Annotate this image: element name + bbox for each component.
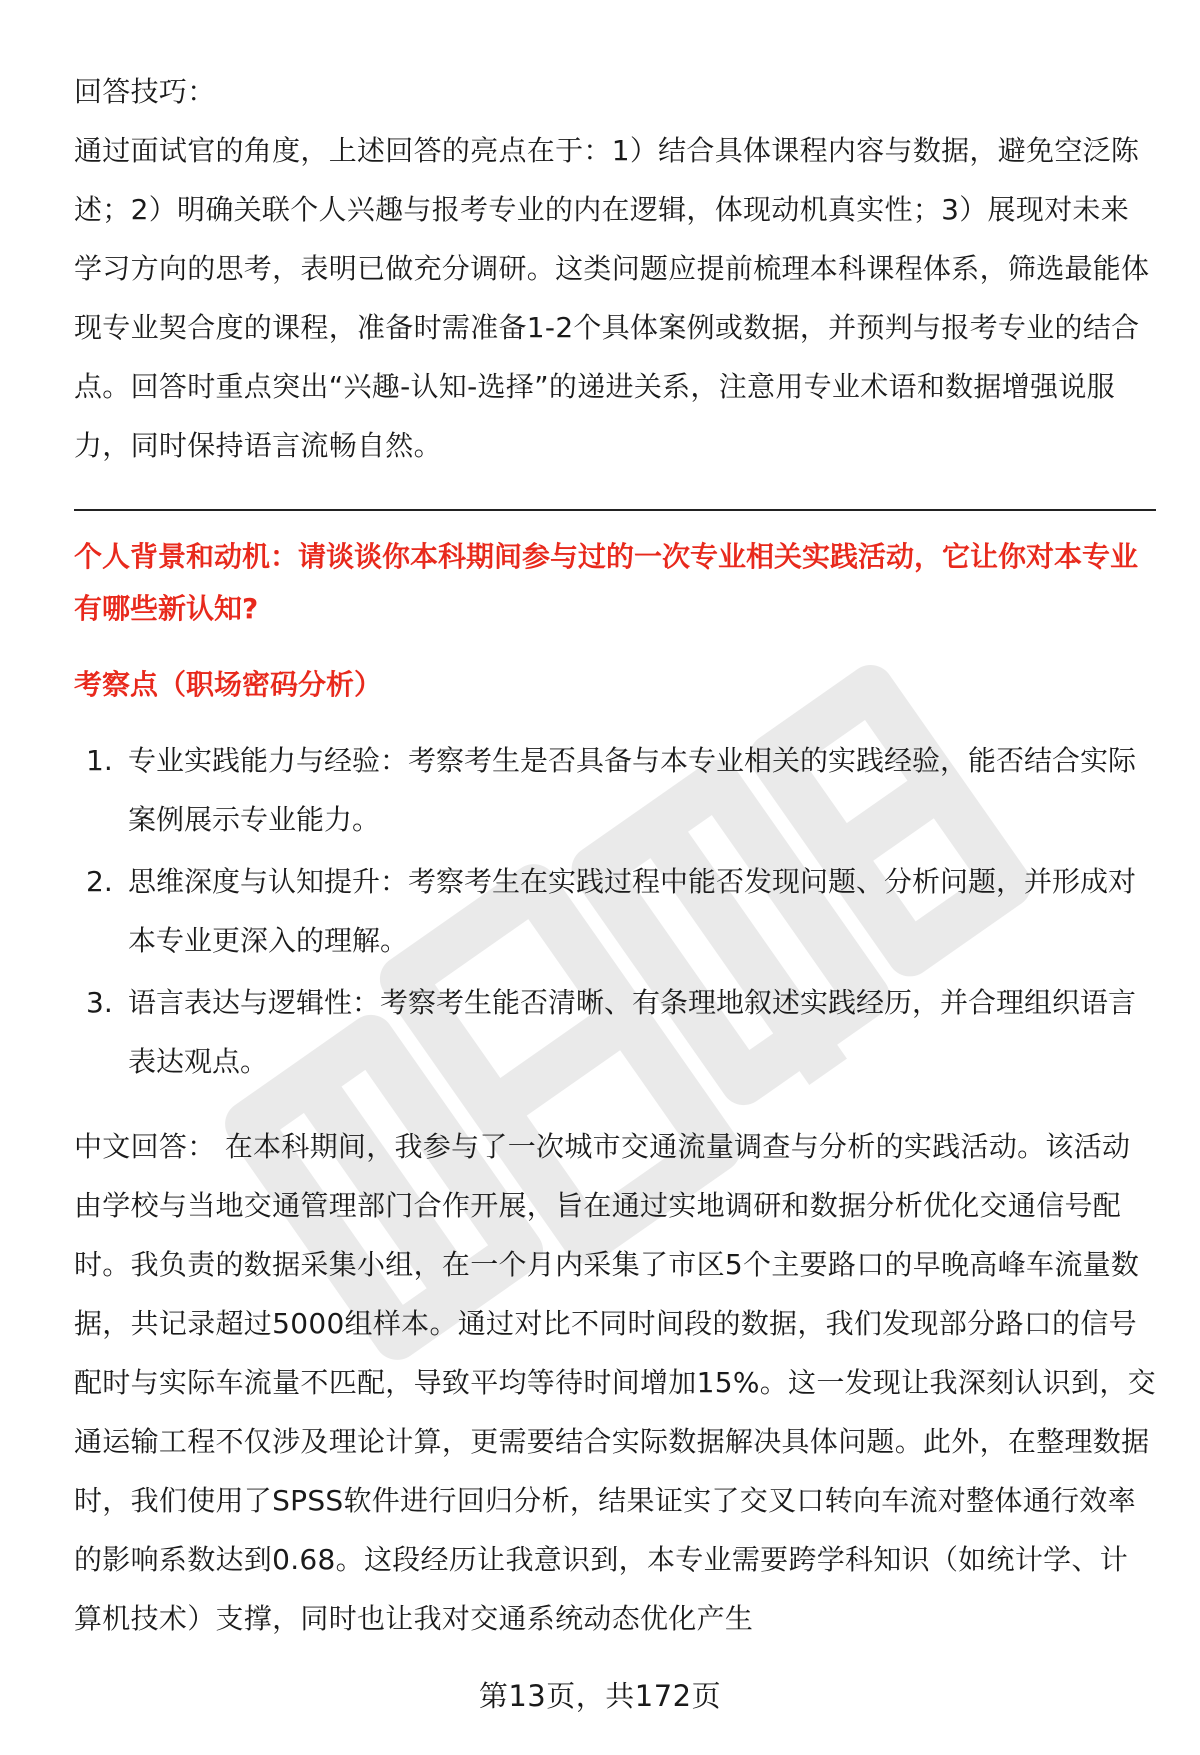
- list-item-text: 专业实践能力与经验：考察考生是否具备与本专业相关的实践经验，能否结合实际案例展示专业能力。: [128, 744, 1137, 836]
- list-item-number: 1.: [86, 744, 113, 777]
- tips-text: 通过面试官的角度，上述回答的亮点在于：1）结合具体课程内容与数据，避免空泛陈述；2）明确关联个人兴趣与报考专业的内在逻辑，体现动机真实性；3）展现对未来学习方向的思考，表明已做充分调研。这类问题应提前梳理本科课程体系，筛选最能体现专业契合度的课程，准备时需准备1-2个具体案例或数据，并预判与报考专业的结合点。回答时重点突出“兴趣-认知-选择”的递进关系，注意用专业术语和数据增强说服力，同时保持语言流畅自然。: [74, 134, 1150, 462]
- list-item-number: 2.: [86, 865, 113, 898]
- question-subtitle: 考察点（职场密码分析）: [74, 668, 383, 701]
- assessment-points-list: [74, 731, 1156, 1091]
- list-item: [74, 852, 1156, 970]
- page-footer: 第13页，共172页: [478, 1679, 722, 1713]
- document-page: [74, 62, 1156, 1648]
- list-item: [74, 973, 1156, 1091]
- list-item-text: 语言表达与逻辑性：考察考生能否清晰、有条理地叙述实践经历，并合理组织语言表达观点。: [128, 986, 1137, 1078]
- answer-paragraph: [74, 1117, 1156, 1648]
- answer-label: 中文回答：: [74, 1130, 216, 1163]
- answer-text: 在本科期间，我参与了一次城市交通流量调查与分析的实践活动。该活动由学校与当地交通管理部门合作开展，旨在通过实地调研和数据分析优化交通信号配时。我负责的数据采集小组，在一个月内采集了市区5个主要路口的早晚高峰车流量数据，共记录超过5000组样本。通过对比不同时间段的数据，我们发现部分路口的信号配时与实际车流量不匹配，导致平均等待时间增加15%。这一发现让我深刻认识到，交通运输工程不仅涉及理论计算，更需要结合实际数据解决具体问题。此外，在整理数据时，我们使用了SPSS软件进行回归分析，结果证实了交叉口转向车流对整体通行效率的影响系数达到0.68。这段经历让我意识到，本专业需要跨学科知识（如统计学、计算机技术）支撑，同时也让我对交通系统动态优化产生: [74, 1130, 1156, 1635]
- list-item: [74, 731, 1156, 849]
- section-divider: [74, 509, 1156, 511]
- question-title: 个人背景和动机：请谈谈你本科期间参与过的一次专业相关实践活动，它让你对本专业有哪些新认知?: [74, 540, 1139, 625]
- list-item-text: 思维深度与认知提升：考察考生在实践过程中能否发现问题、分析问题，并形成对本专业更深入的理解。: [128, 865, 1137, 957]
- tips-label: 回答技巧：: [74, 75, 216, 108]
- list-item-number: 3.: [86, 986, 113, 1019]
